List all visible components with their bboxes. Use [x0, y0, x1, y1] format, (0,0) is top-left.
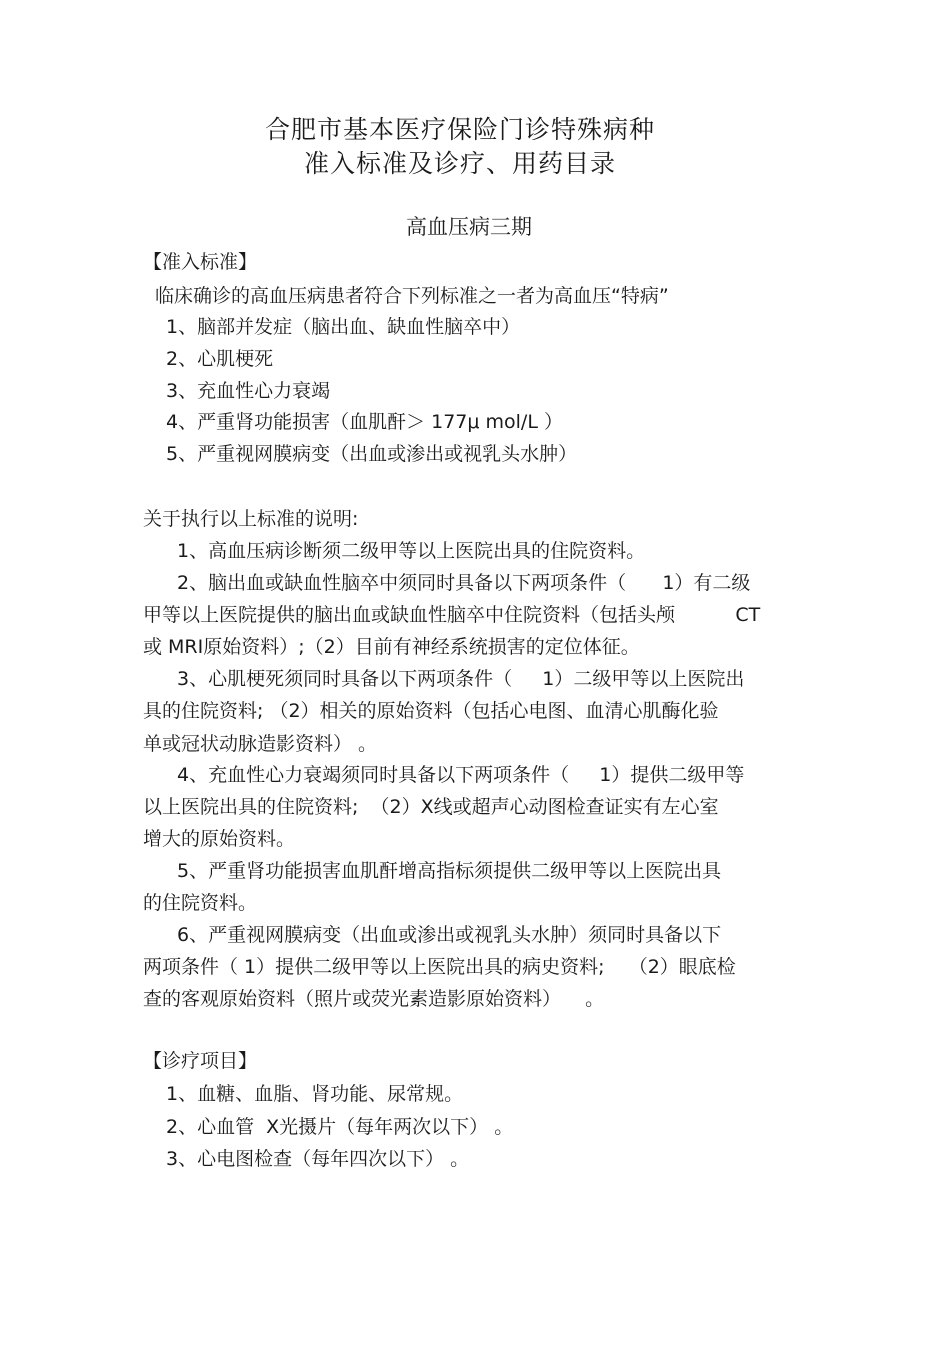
notes-line: 2、脑出血或缺血性脑卒中须同时具备以下两项条件（ 1）有二级	[177, 572, 751, 594]
entry-criteria-item: 4、严重肾功能损害（血肌酐＞ 177μ mol/L ）	[166, 411, 563, 433]
treatment-heading: 【诊疗项目】	[143, 1050, 258, 1072]
notes-line: 4、充血性心力衰竭须同时具备以下两项条件（ 1）提供二级甲等	[177, 764, 745, 786]
entry-criteria-item: 2、心肌梗死	[166, 348, 274, 370]
notes-heading: 关于执行以上标准的说明:	[143, 508, 359, 530]
document-title-line1: 合肥市基本医疗保险门诊特殊病种	[264, 115, 655, 144]
notes-line: 1、高血压病诊断须二级甲等以上医院出具的住院资料。	[177, 540, 646, 562]
document-title-line2: 准入标准及诊疗、用药目录	[303, 149, 616, 178]
entry-criteria-item: 5、严重视网膜病变（出血或渗出或视乳头水肿）	[166, 443, 578, 465]
notes-line: 或 MRI原始资料）;（2）目前有神经系统损害的定位体征。	[143, 636, 640, 658]
notes-line: 以上医院出具的住院资料; （2）X线或超声心动图检查证实有左心室	[143, 796, 719, 818]
notes-line: 6、严重视网膜病变（出血或渗出或视乳头水肿）须同时具备以下	[177, 924, 722, 946]
entry-criteria-item: 1、脑部并发症（脑出血、缺血性脑卒中）	[166, 316, 521, 338]
treatment-item: 1、血糖、血脂、肾功能、尿常规。	[166, 1083, 464, 1105]
treatment-item: 2、心血管 X光摄片（每年两次以下） 。	[166, 1116, 514, 1138]
notes-line: 查的客观原始资料（照片或荧光素造影原始资料） 。	[143, 988, 605, 1010]
notes-line: 具的住院资料; （2）相关的原始资料（包括心电图、血清心肌酶化验	[143, 700, 719, 722]
section-title: 高血压病三期	[406, 215, 532, 239]
notes-line: 单或冠状动脉造影资料） 。	[143, 733, 378, 755]
notes-line: 5、严重肾功能损害血肌酐增高指标须提供二级甲等以上医院出具	[177, 860, 722, 882]
entry-criteria-item: 3、充血性心力衰竭	[166, 380, 331, 402]
notes-line: 甲等以上医院提供的脑出血或缺血性脑卒中住院资料（包括头颅 CT	[143, 604, 761, 626]
notes-line: 的住院资料。	[143, 892, 258, 914]
treatment-item: 3、心电图检查（每年四次以下） 。	[166, 1148, 470, 1170]
notes-line: 3、心肌梗死须同时具备以下两项条件（ 1）二级甲等以上医院出	[177, 668, 745, 690]
notes-line: 两项条件（ 1）提供二级甲等以上医院出具的病史资料; （2）眼底检	[143, 956, 736, 978]
entry-criteria-intro: 临床确诊的高血压病患者符合下列标准之一者为高血压“特病”	[155, 285, 669, 307]
entry-criteria-heading: 【准入标准】	[143, 251, 258, 273]
notes-line: 增大的原始资料。	[143, 828, 296, 850]
